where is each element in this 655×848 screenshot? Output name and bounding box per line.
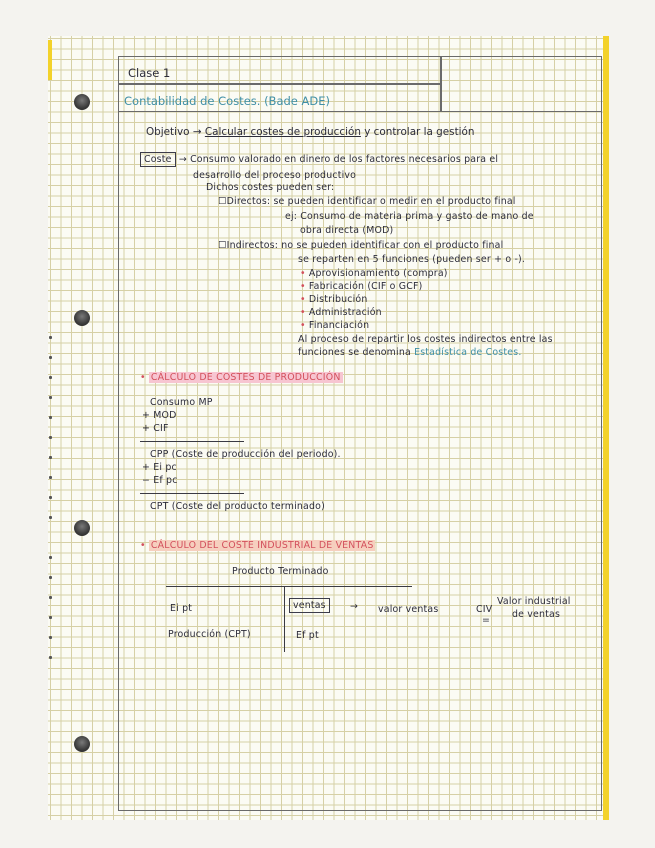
coste-label: Coste (140, 152, 176, 167)
checkbox-icon: ☐ (218, 196, 227, 207)
coste-def-3: Dichos costes pueden ser: (206, 182, 335, 193)
ef-pt: Ef pt (296, 630, 319, 641)
produccion-item: + MOD (142, 410, 177, 421)
binder-hole (74, 310, 90, 326)
bullet-icon: • (300, 320, 309, 331)
objective-main: Calcular costes de producción (204, 126, 361, 138)
coste-def-1: Consumo valorado en dinero de los factores necesarios para el (190, 154, 499, 165)
arrow-icon: → (192, 126, 202, 138)
perforation (49, 356, 52, 359)
directos-line (218, 196, 516, 207)
function-item: • Distribución (300, 294, 368, 305)
objective-label: Objetivo (146, 126, 190, 138)
page-edge-marker (48, 40, 52, 80)
produccion-item: + CIF (142, 423, 169, 434)
perforation (49, 556, 52, 559)
ventas-heading: • CÁLCULO DEL COSTE INDUSTRIAL DE VENTAS (140, 540, 374, 551)
bullet-icon: • (300, 268, 309, 279)
directos-example: ej: Consumo de materia prima y gasto de mano de (285, 211, 534, 222)
bullet-icon: • (140, 540, 149, 551)
cpp-line: CPP (Coste de producción del periodo). (150, 449, 341, 460)
perforation (49, 476, 52, 479)
perforation (49, 656, 52, 659)
civ-meaning-2: de ventas (512, 609, 561, 620)
coste-def-2: desarrollo del proceso productivo (193, 170, 357, 181)
class-label: Clase 1 (128, 66, 171, 80)
header-side-box (440, 56, 602, 112)
indirectos-def: : no se pueden identificar con el producto final (274, 240, 504, 251)
estadistica-costes: Estadística de Costes. (414, 347, 522, 358)
binder-hole (74, 94, 90, 110)
produccion-item: − Ef pc (142, 475, 178, 486)
equals-sign: = (482, 615, 491, 626)
binder-hole (74, 736, 90, 752)
arrow-icon: → (350, 601, 359, 612)
directos-def: : se pueden identificar o medir en el producto final (266, 196, 516, 207)
produccion-item: + Ei pc (142, 462, 177, 473)
coste-line (140, 154, 498, 165)
page-edge-yellow (603, 36, 609, 820)
closing-line-2: funciones se denomina Estadística de Costes. (298, 347, 522, 358)
bullet-icon: • (140, 372, 149, 383)
directos-label: Directos (226, 196, 267, 207)
perforation (49, 616, 52, 619)
arrow-icon: → (178, 154, 187, 165)
produccion-heading: • CÁLCULO DE COSTES DE PRODUCCIÓN (140, 372, 341, 383)
produccion-cpt: Producción (CPT) (168, 629, 251, 640)
t-account-top (166, 586, 412, 587)
perforation (49, 496, 52, 499)
perforation (49, 636, 52, 639)
course-title: Contabilidad de Costes. (Bade ADE) (124, 94, 331, 108)
produccion-item: Consumo MP (150, 397, 213, 408)
perforation (49, 336, 52, 339)
civ-label: CIV (476, 604, 493, 615)
sum-rule (140, 441, 244, 442)
binder-hole (74, 520, 90, 536)
valor-ventas: valor ventas (378, 604, 439, 615)
perforation (49, 436, 52, 439)
function-item: • Aprovisionamiento (compra) (300, 268, 448, 279)
t-account-divider (284, 586, 285, 652)
perforation (49, 396, 52, 399)
perforation (49, 516, 52, 519)
civ-meaning-1: Valor industrial (497, 596, 571, 607)
cpt-line: CPT (Coste del producto terminado) (150, 501, 325, 512)
closing-line-1: Al proceso de repartir los costes indirectos entre las (298, 334, 553, 345)
directos-example-2: obra directa (MOD) (300, 225, 394, 236)
indirectos-def-2: se reparten en 5 funciones (pueden ser + o -). (298, 254, 526, 265)
objective-line (146, 126, 475, 138)
perforation (49, 416, 52, 419)
objective-rest: y controlar la gestión (364, 126, 475, 138)
perforation (49, 596, 52, 599)
function-item: • Fabricación (CIF o GCF) (300, 281, 423, 292)
t-account-title: Producto Terminado (232, 566, 329, 577)
indirectos-line (218, 240, 503, 251)
sum-rule (140, 493, 244, 494)
perforation (49, 456, 52, 459)
perforation (49, 376, 52, 379)
ei-pt: Ei pt (170, 603, 193, 614)
function-item: • Financiación (300, 320, 370, 331)
perforation (49, 576, 52, 579)
bullet-icon: • (300, 281, 309, 292)
ventas-box: ventas (289, 600, 330, 611)
checkbox-icon: ☐ (218, 240, 227, 251)
function-item: • Administración (300, 307, 382, 318)
bullet-icon: • (300, 294, 309, 305)
indirectos-label: Indirectos (226, 240, 275, 251)
bullet-icon: • (300, 307, 309, 318)
